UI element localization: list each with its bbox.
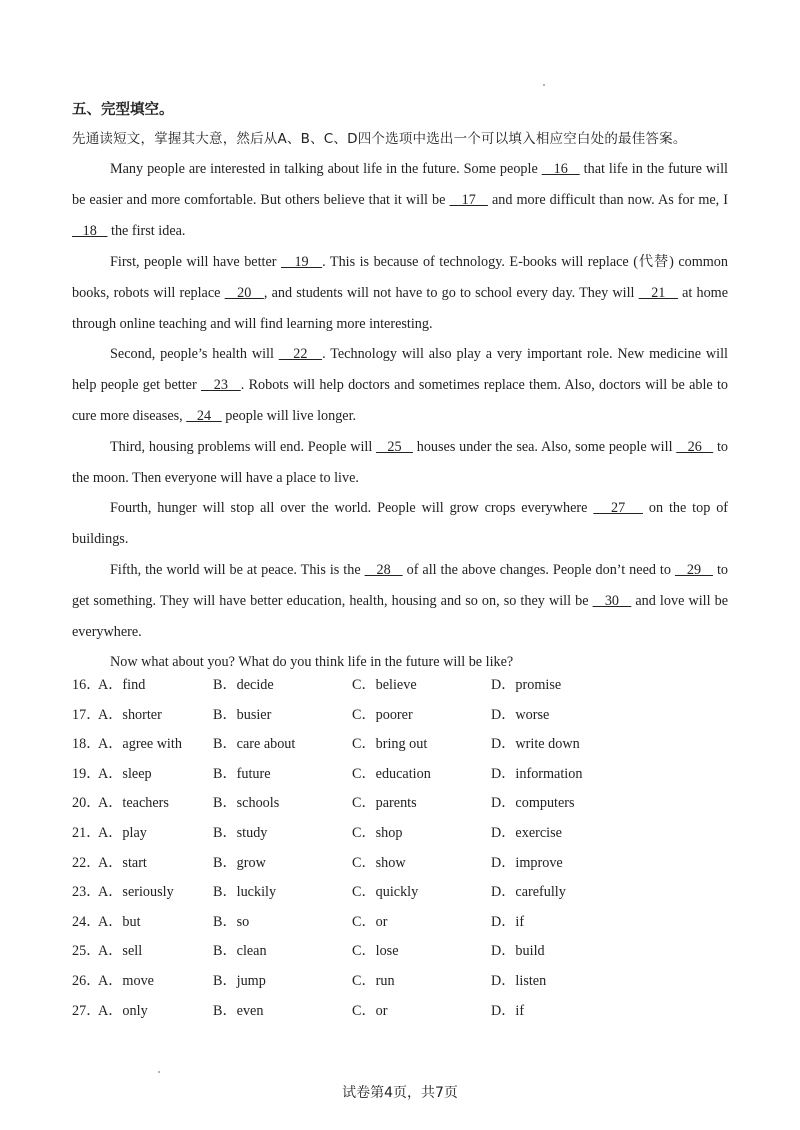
blank-23: 23 <box>200 377 241 393</box>
question-row-21 <box>72 822 732 852</box>
cloze-passage <box>72 154 728 678</box>
option-b: B．busier <box>213 706 272 723</box>
passage-text: the first idea. <box>107 223 186 239</box>
blank-30: 30 <box>592 592 632 609</box>
passage-text: on the top of buildings. <box>72 500 729 547</box>
option-c: C．education <box>352 765 431 782</box>
question-number: 20． <box>72 795 101 812</box>
option-d: D．worse <box>491 706 550 723</box>
passage-text: Second, people’s health will <box>110 346 279 362</box>
passage-text: and love will be everywhere. <box>72 592 728 640</box>
option-d: D．computers <box>491 795 575 812</box>
passage-paragraph-3 <box>72 339 728 432</box>
question-number: 18． <box>72 736 101 753</box>
blank-17: 17 <box>449 192 488 208</box>
option-d: D．carefully <box>491 884 566 901</box>
passage-text: . Robots will help doctors and sometimes replace them. Also, doctors will be able to cure more diseases, <box>72 377 729 424</box>
question-number: 16． <box>72 677 101 693</box>
passage-text: of all the above changes. People don’t need to <box>402 561 675 578</box>
blank-20: 20 <box>224 284 264 301</box>
question-number: 25． <box>72 943 101 960</box>
option-b: B．future <box>213 765 271 782</box>
option-a: A．find <box>98 677 146 693</box>
instruction-text: 先通读短文，掌握其大意，然后从A、B、C、D四个选项中选出一个可以填入相应空白处的最佳答案。 <box>72 131 687 147</box>
question-row-18 <box>72 733 732 763</box>
question-row-26 <box>72 970 732 1000</box>
passage-text: Fourth, hunger will stop all over the world. People will grow crops everywhere <box>110 500 594 516</box>
passage-text: people will live longer. <box>221 408 357 424</box>
option-c: C．or <box>352 913 388 930</box>
question-number: 24． <box>72 913 101 930</box>
passage-text: houses under the sea. Also, some people will <box>412 438 677 455</box>
option-d: D．if <box>491 1002 525 1019</box>
option-c: C．run <box>352 972 395 989</box>
option-b: B．even <box>213 1002 264 1019</box>
option-a: A．shorter <box>98 706 162 723</box>
option-d: D．build <box>491 943 545 960</box>
option-a: A．agree with <box>98 736 182 753</box>
option-b: B．schools <box>213 795 280 812</box>
option-a: A．sleep <box>98 765 152 782</box>
option-a: A．seriously <box>98 884 174 901</box>
question-row-16 <box>72 674 732 704</box>
blank-29: 29 <box>674 561 713 578</box>
option-a: A．only <box>98 1002 148 1019</box>
question-row-24 <box>72 911 732 941</box>
question-row-23 <box>72 881 732 911</box>
blank-28: 28 <box>364 561 403 578</box>
question-number: 21． <box>72 824 101 841</box>
passage-paragraph-4 <box>72 432 728 494</box>
question-row-22 <box>72 852 732 882</box>
section-title: 五、完型填空。 <box>72 102 174 118</box>
option-d: D．information <box>491 765 583 782</box>
option-a: A．but <box>98 913 141 930</box>
blank-18: 18 <box>72 223 108 239</box>
option-a: A．teachers <box>98 795 169 812</box>
blank-16: 16 <box>541 161 580 177</box>
option-d: D．exercise <box>491 824 562 841</box>
question-number: 19． <box>72 765 101 782</box>
blank-26: 26 <box>676 438 714 455</box>
answer-options <box>72 674 732 1029</box>
blank-19: 19 <box>280 253 323 270</box>
scan-speck <box>543 84 545 86</box>
option-b: B．study <box>213 824 268 841</box>
question-number: 26． <box>72 972 101 989</box>
blank-21: 21 <box>638 284 678 301</box>
question-number: 27． <box>72 1002 101 1019</box>
passage-text: that life in the future will be easier and more comfortable. But others believe that it will be <box>72 161 728 208</box>
question-number: 22． <box>72 854 101 871</box>
passage-text: First, people will have better <box>110 253 281 270</box>
passage-text: Many people are interested in talking about life in the future. Some people <box>110 161 542 177</box>
option-a: A．sell <box>98 943 143 960</box>
option-d: D．promise <box>491 677 562 693</box>
passage-text: and more difficult than now. As for me, I <box>487 192 729 208</box>
option-c: C．quickly <box>352 884 419 901</box>
passage-paragraph-6 <box>72 555 728 648</box>
option-a: A．move <box>98 972 154 989</box>
passage-text: . Technology will also play a very important role. New medicine will help people get better <box>72 346 728 393</box>
page-footer: 试卷第4页，共7页 <box>342 1085 458 1101</box>
option-a: A．play <box>98 824 147 841</box>
option-d: D．improve <box>491 854 563 871</box>
passage-paragraph-5 <box>72 493 728 555</box>
blank-24: 24 <box>186 408 222 424</box>
option-c: C．or <box>352 1002 388 1019</box>
question-number: 23． <box>72 884 101 901</box>
option-c: C．poorer <box>352 706 413 723</box>
question-row-20 <box>72 792 732 822</box>
question-row-25 <box>72 940 732 970</box>
question-row-27 <box>72 1000 732 1030</box>
option-c: C．shop <box>352 824 403 841</box>
blank-22: 22 <box>278 346 323 362</box>
passage-text: Fifth, the world will be at peace. This is the <box>110 561 365 578</box>
option-c: C．parents <box>352 795 417 812</box>
option-b: B．clean <box>213 943 267 960</box>
passage-paragraph-1 <box>72 154 728 247</box>
passage-text: , and students will not have to go to school every day. They will <box>263 284 639 301</box>
option-b: B．care about <box>213 736 296 753</box>
option-c: C．show <box>352 854 406 871</box>
option-b: B．jump <box>213 972 266 989</box>
passage-text: to get something. They will have better education, health, housing and so on, so they will be <box>72 561 728 609</box>
passage-text: . This is because of technology. E-books will replace (代替) common books, robots will replace <box>72 253 728 301</box>
passage-text: Third, housing problems will end. People will <box>110 438 377 455</box>
option-a: A．start <box>98 854 147 871</box>
option-d: D．listen <box>491 972 547 989</box>
passage-text: at home through online teaching and will find learning more interesting. <box>72 284 729 332</box>
option-b: B．so <box>213 913 250 930</box>
blank-25: 25 <box>376 438 413 455</box>
passage-text: to the moon. Then everyone will have a place to live. <box>72 438 728 486</box>
option-d: D．if <box>491 913 525 930</box>
option-b: B．decide <box>213 677 274 693</box>
scan-speck <box>158 1071 160 1073</box>
option-b: B．luckily <box>213 884 277 901</box>
option-c: C．lose <box>352 943 399 960</box>
question-row-19 <box>72 763 732 793</box>
passage-text: Now what about you? What do you think life in the future will be like? <box>110 654 514 670</box>
option-c: C．bring out <box>352 736 428 753</box>
option-b: B．grow <box>213 854 266 871</box>
question-row-17 <box>72 704 732 734</box>
passage-paragraph-2 <box>72 247 728 340</box>
question-number: 17． <box>72 706 101 723</box>
blank-27: 27 <box>593 500 643 516</box>
option-c: C．believe <box>352 677 417 693</box>
option-d: D．write down <box>491 736 580 753</box>
